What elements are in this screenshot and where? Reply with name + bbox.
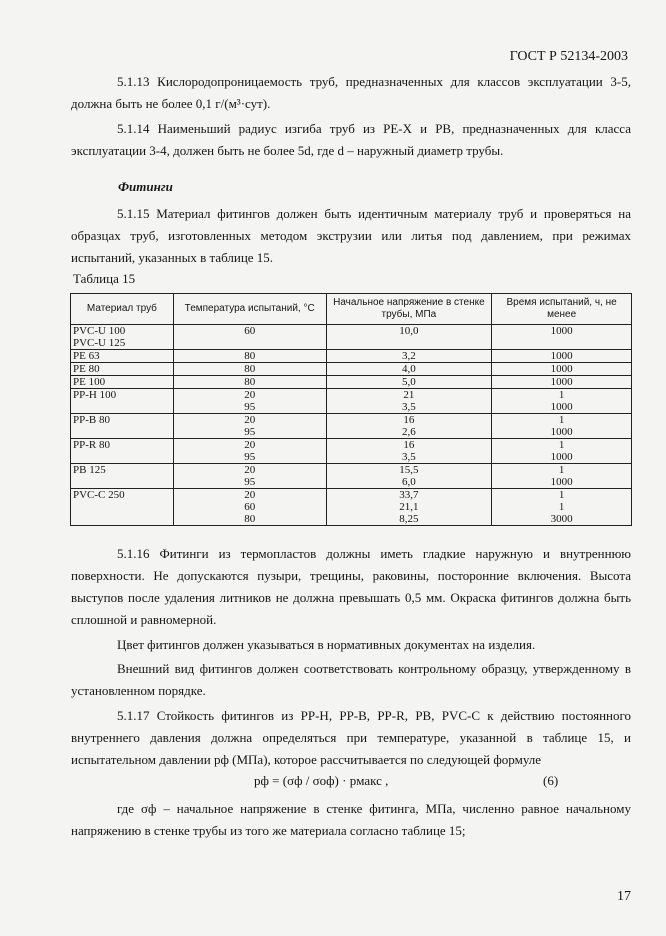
cell-stress-value: 3,5: [402, 401, 416, 413]
cell-time: [492, 389, 632, 414]
cell-material-value: PB 125: [73, 464, 106, 476]
cell-time-value: 1: [558, 464, 565, 476]
cell-material-value: PE 100: [73, 376, 106, 388]
table-row: [71, 363, 632, 376]
header-material: Материал труб: [71, 294, 174, 325]
cell-temperature-value: 20: [244, 489, 256, 501]
cell-time: [492, 363, 632, 376]
cell-time-value: 1: [558, 439, 565, 451]
paragraph-fitting-color: Цвет фитингов должен указываться в нормативных документах на изделия.: [117, 637, 536, 652]
cell-stress: [326, 350, 492, 363]
cell-time-value: 1: [558, 414, 565, 426]
cell-stress-value: 21: [403, 389, 415, 401]
cell-time: [492, 376, 632, 389]
cell-time-value: 1000: [550, 476, 573, 488]
document-id: ГОСТ Р 52134-2003: [509, 49, 628, 64]
cell-time: [492, 439, 632, 464]
cell-time: [492, 350, 632, 363]
cell-material: [71, 376, 174, 389]
table-row: [71, 376, 632, 389]
cell-temperature-value: 20: [244, 464, 256, 476]
cell-stress: [326, 325, 492, 350]
cell-temperature: [173, 414, 326, 439]
cell-temperature-value: 95: [244, 476, 256, 488]
cell-stress: [326, 489, 492, 526]
cell-time-value: 1000: [550, 376, 573, 388]
cell-temperature: [173, 376, 326, 389]
cell-stress-value: 3,2: [402, 350, 416, 362]
cell-temperature: [173, 325, 326, 350]
cell-material-value: PE 80: [73, 363, 100, 375]
cell-temperature-value: 95: [244, 426, 256, 438]
table-caption: Таблица 15: [73, 271, 136, 286]
cell-temperature-value: 80: [244, 513, 256, 525]
cell-material: [71, 363, 174, 376]
cell-stress: [326, 389, 492, 414]
cell-time-value: 1: [558, 389, 565, 401]
cell-material: [71, 414, 174, 439]
cell-time-value: 1: [558, 489, 565, 501]
table-15: [70, 293, 632, 526]
equation-number: (6): [543, 773, 559, 788]
cell-stress-value: 8,25: [399, 513, 419, 525]
cell-time: [492, 325, 632, 350]
cell-temperature: [173, 389, 326, 414]
cell-time: [492, 414, 632, 439]
cell-material: [71, 389, 174, 414]
cell-temperature: [173, 439, 326, 464]
cell-stress-value: 33,7: [399, 489, 419, 501]
cell-stress-value: 16: [403, 439, 415, 451]
cell-temperature-value: 60: [244, 325, 256, 337]
cell-stress: [326, 376, 492, 389]
cell-stress-value: 16: [403, 414, 415, 426]
cell-stress: [326, 439, 492, 464]
cell-material: [71, 464, 174, 489]
cell-time-value: 1000: [550, 350, 573, 362]
table-row: [71, 489, 632, 526]
cell-stress: [326, 414, 492, 439]
cell-stress: [326, 363, 492, 376]
paragraph-5-1-15: 5.1.15 Материал фитингов должен быть идентичным материалу труб и проверяться на образцах труб, изготовленных методом экструзии или литья под давлением, при режимах испытаний, указанных в таблице 15.: [71, 206, 631, 265]
cell-material: [71, 325, 174, 350]
header-time: Время испытаний, ч, не менее: [492, 294, 632, 325]
cell-stress-value: 15,5: [399, 464, 419, 476]
cell-stress-value: 6,0: [402, 476, 416, 488]
table-header-row: [71, 294, 632, 325]
cell-stress-value: 4,0: [402, 363, 416, 375]
cell-material-value: PP-H 100: [73, 389, 117, 401]
cell-time-value: 3000: [550, 513, 573, 525]
table-row: [71, 464, 632, 489]
cell-material-value: PVC-C 250: [73, 489, 125, 501]
cell-time-value: 1000: [550, 363, 573, 375]
paragraph-5-1-14: 5.1.14 Наименьший радиус изгиба труб из PE-X и PB, предназначенных для класса эксплуатации 3-4, должен быть не более 5d, где d – наружный диаметр трубы.: [71, 121, 631, 158]
header-temperature: Температура испытаний, °С: [173, 294, 326, 325]
cell-temperature: [173, 350, 326, 363]
cell-material: [71, 439, 174, 464]
cell-material: [71, 489, 174, 526]
cell-time-value: 1000: [550, 401, 573, 413]
cell-time: [492, 464, 632, 489]
cell-time-value: 1000: [550, 426, 573, 438]
cell-temperature-value: 20: [244, 439, 256, 451]
table-row: [71, 325, 632, 350]
section-subheading: Фитинги: [118, 179, 173, 194]
cell-temperature: [173, 489, 326, 526]
table-row: [71, 350, 632, 363]
cell-time: [492, 489, 632, 526]
cell-stress-value: 10,0: [399, 325, 419, 337]
cell-time-value: 1000: [550, 325, 573, 337]
cell-material-value: PP-R 80: [73, 439, 110, 451]
cell-temperature-value: 60: [244, 501, 256, 513]
cell-temperature: [173, 363, 326, 376]
cell-material-value: PP-B 80: [73, 414, 110, 426]
table-row: [71, 439, 632, 464]
table-row: [71, 389, 632, 414]
cell-temperature-value: 80: [244, 363, 256, 375]
formula-6: pф = (σф / σоф) · pмакс ,: [254, 773, 389, 788]
cell-stress-value: 3,5: [402, 451, 416, 463]
paragraph-5-1-17: 5.1.17 Стойкость фитингов из PP-H, PP-B, PP-R, PB, PVC-C к действию постоянного внутреннего давления должна определяться при температуре, указанной в таблице 15, и испытательном давлении pф (МПа), которое рассчитывается по следующей формуле: [71, 708, 631, 767]
cell-stress-value: 21,1: [399, 501, 419, 513]
cell-temperature-value: 95: [244, 401, 256, 413]
cell-material-value: PVC-U 100: [73, 325, 126, 337]
cell-stress-value: 2,6: [402, 426, 416, 438]
paragraph-fitting-appearance: Внешний вид фитингов должен соответствовать контрольному образцу, утвержденному в установленном порядке.: [71, 661, 631, 698]
cell-material-value: PE 63: [73, 350, 100, 362]
paragraph-where: где σф – начальное напряжение в стенке фитинга, МПа, численно равное начальному напряжению в стенке трубы из того же материала согласно таблице 15;: [71, 801, 631, 838]
paragraph-5-1-16: 5.1.16 Фитинги из термопластов должны иметь гладкие наружную и внутреннюю поверхности. Не допускаются пузыри, трещины, раковины, посторонние включения. Высота выступов после удаления литников не должна превышать 0,5 мм. Окраска фитингов должна быть сплошной и равномерной.: [71, 546, 631, 627]
cell-material: [71, 350, 174, 363]
table-row: [71, 414, 632, 439]
cell-temperature: [173, 464, 326, 489]
page-number: 17: [617, 889, 631, 904]
cell-time-value: 1: [558, 501, 565, 513]
cell-temperature-value: 20: [244, 389, 256, 401]
cell-stress: [326, 464, 492, 489]
cell-temperature-value: 80: [244, 350, 256, 362]
table-body: [71, 325, 632, 526]
cell-time-value: 1000: [550, 451, 573, 463]
paragraph-5-1-13: 5.1.13 Кислородопроницаемость труб, предназначенных для классов эксплуатации 3-5, должна быть не более 0,1 г/(м³·сут).: [71, 74, 631, 111]
cell-temperature-value: 80: [244, 376, 256, 388]
cell-material-value: PVC-U 125: [73, 337, 126, 349]
cell-temperature-value: 95: [244, 451, 256, 463]
cell-stress-value: 5,0: [402, 376, 416, 388]
cell-temperature-value: 20: [244, 414, 256, 426]
header-stress: Начальное напряжение в стенке трубы, МПа: [326, 294, 492, 325]
